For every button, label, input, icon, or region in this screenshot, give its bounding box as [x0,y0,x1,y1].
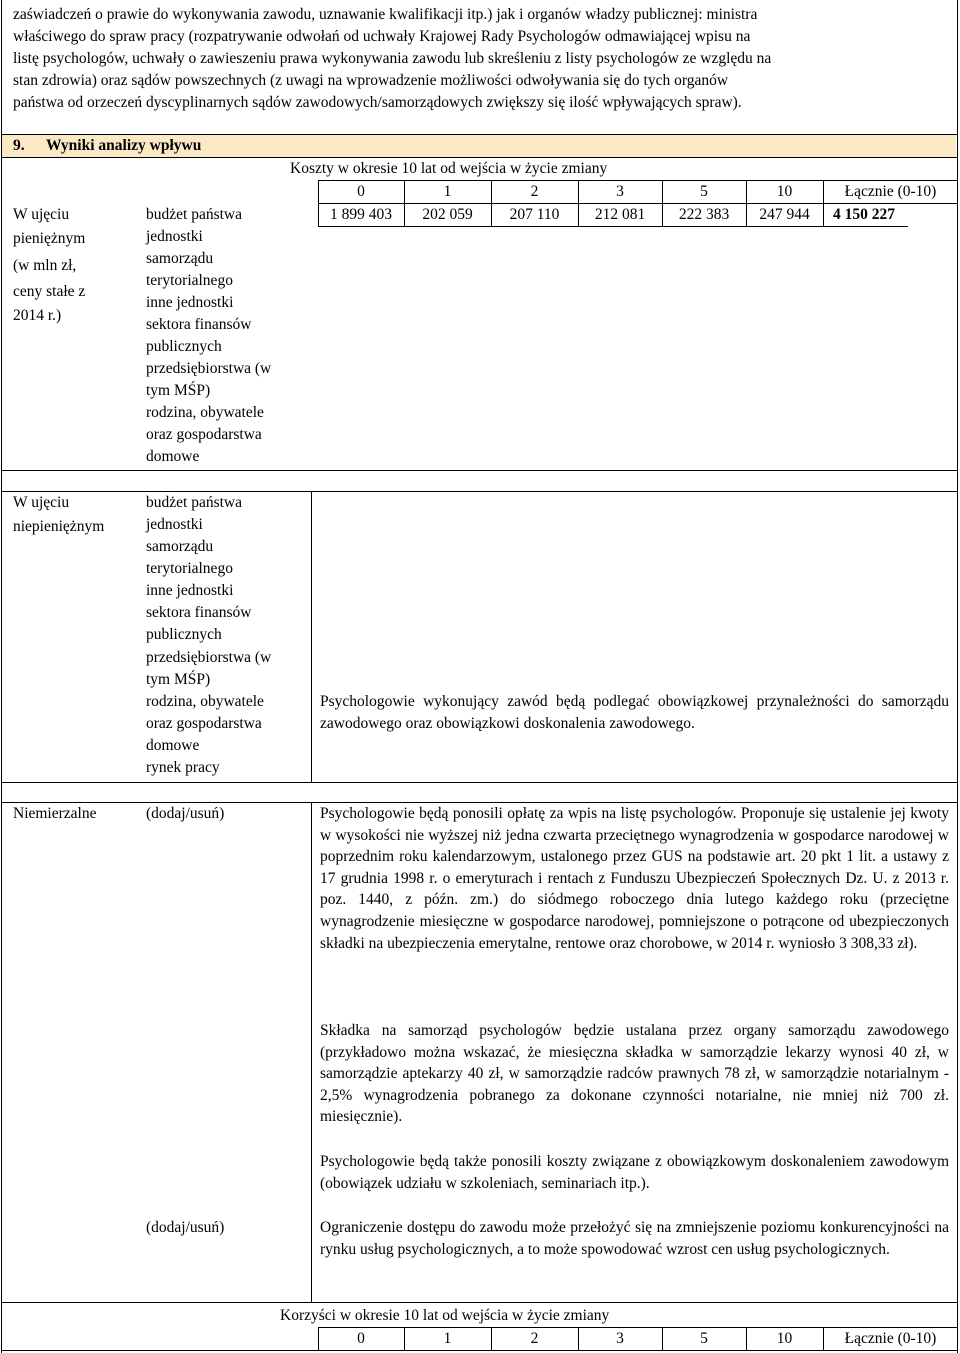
unmeasurable-item-1-paragraph: Składka na samorząd psychologów będzie ustalana przez organy samorządu zawodowego (przykładowo można wskazać, że miesięczna składka w samorządzie lekarzy wynosi 40 zł, w samorządzie aptekarzy 40 zł, w samorządzie radców prawnych 78 zł, w samorządzie notarialnym - 2,5% wynagrodzenia pobranego za dokonane czynności notarialne, nie mniej niż 700 zł. miesięcznie). [320,1022,949,1126]
year-1: 1 [443,183,452,200]
nm-row-labour-market: rynek pracy [146,759,220,776]
left-border [1,0,2,1353]
row-public-sector-label: publicznych [146,338,222,355]
year-0: 0 [357,183,365,200]
year-3: 3 [616,183,624,200]
nm-row-local-gov: jednostki [146,516,203,533]
unmeasurable-label: Niemierzalne [13,805,97,822]
nm-row-households: oraz gospodarstwa [146,715,262,732]
nm-row-households: domowe [146,737,200,754]
intro-line: stan zdrowia) oraz sądów powszechnych (z uwagi na wprowadzenie możliwości odwoływania się do tych organów [13,72,729,89]
budget-value-year-2: 207 110 [509,206,560,223]
benefit-year-0: 0 [357,1330,365,1347]
monetary-label-line: ceny stałe z [13,283,86,300]
benefit-year-3: 3 [616,1330,624,1347]
budget-value-year-3: 212 081 [594,206,646,223]
monetary-label-line: (w mln zł, [13,257,77,274]
year-2: 2 [530,183,539,200]
unmeasurable-divider [311,802,312,1302]
row-local-gov-label: jednostki [146,228,203,245]
row-enterprises-label: tym MŚP) [146,382,211,399]
budget-value-total: 4 150 227 [833,206,895,223]
year-10: 10 [776,183,793,200]
nm-row-households: rodzina, obywatele [146,693,264,710]
budget-row-rule [318,226,908,227]
budget-value-year-0: 1 899 403 [330,206,392,223]
intro-line: zaświadczeń o prawie do wykonywania zawodu, uznawanie kwalifikacji itp.) jak i organów władzy publicznej: ministra [13,6,758,23]
unmeasurable-item-1-paragraph: Psychologowie będą ponosili opłatę za wpis na listę psychologów. Proponuje się ustalenie jej kwoty w wysokości nie wyższej niż jedna czwarta przeciętnego wynagrodzenia w gospodarce narodowej w poprzednim roku kalendarzowym, ustalonego przez GUS na podstawie art. 20 pkt 1 lit. a ustawy z 17 grudnia 1998 r. o emeryturach i rentach z Funduszu Ubezpieczeń Społecznych Dz. U. z 2013 r. poz. 1440, z późn. zm.) do siódmego roboczego dnia lutego każdego roku (przeciętne wynagrodzenie miesięczne w gospodarce narodowej, pomniejszone o potrącone od ubezpieczonych składki na ubezpieczenia emerytalne, rentowe oraz chorobowe, w 2014 r. wyniosło 3 308,33 zł). [320,805,949,952]
row-households-label: oraz gospodarstwa [146,426,262,443]
section-number: 9. [13,137,25,154]
year-5: 5 [700,183,708,200]
nm-row-public-sector: publicznych [146,626,222,643]
costs-header: Koszty w okresie 10 lat od wejścia w życie zmiany [290,160,608,177]
benefits-top-rule [1,1302,958,1303]
unmeasurable-item-2-name: (dodaj/usuń) [146,1219,225,1236]
monetary-block-rule [1,470,958,471]
row-public-sector-label: sektora finansów [146,316,252,333]
nm-row-local-gov: terytorialnego [146,560,233,577]
nm-row-enterprises: przedsiębiorstwa (w [146,649,272,666]
row-public-sector-label: inne jednostki [146,294,234,311]
non-monetary-divider [311,491,312,782]
nm-row-enterprises: tym MŚP) [146,671,211,688]
row-households-label: rodzina, obywatele [146,404,264,421]
unmeasurable-item-1-paragraph: Psychologowie będą także ponosili koszty związane z obowiązkowym doskonaleniem zawodowym (obowiązek udziału w szkoleniach, seminariach itp.). [320,1153,949,1192]
benefits-header: Korzyści w okresie 10 lat od wejścia w życie zmiany [280,1307,610,1324]
year-total: Łącznie (0-10) [844,183,937,200]
intro-line: listę psychologów, uchwały o zawieszeniu prawa wykonywania zawodu lub skreśleniu z listy psychologów ze względu na [13,50,772,67]
row-enterprises-label: przedsiębiorstwa (w [146,360,272,377]
row-budget-label: budżet państwa [146,206,242,223]
benefit-year-10: 10 [776,1330,793,1347]
unmeasurable-item-2-paragraph: Ograniczenie dostępu do zawodu może przełożyć się na zmniejszenie poziomu konkurencyjności na rynku usług psychologicznych, a to może spowodować wzrost cen usług psychologicznych. [320,1219,949,1258]
nm-row-public-sector: inne jednostki [146,582,234,599]
budget-value-year-1: 202 059 [422,206,473,223]
row-households-label: domowe [146,448,200,465]
benefit-year-2: 2 [530,1330,539,1347]
budget-value-year-5: 222 383 [678,206,730,223]
nm-row-local-gov: samorządu [146,538,214,555]
benefits-years-rule [1,1350,958,1351]
non-monetary-label: W ujęciu [13,494,70,511]
monetary-label-line: 2014 r.) [13,307,62,324]
benefit-year-1: 1 [443,1330,452,1347]
benefit-year-total: Łącznie (0-10) [844,1330,937,1347]
monetary-label-line: pieniężnym [13,230,86,247]
non-monetary-top-rule [1,491,958,492]
nm-row-budget: budżet państwa [146,494,242,511]
monetary-label-line: W ujęciu [13,206,70,223]
row-local-gov-label: terytorialnego [146,272,233,289]
unmeasurable-item-1-name: (dodaj/usuń) [146,805,225,822]
non-monetary-bottom-rule [1,782,958,783]
row-local-gov-label: samorządu [146,250,214,267]
section-title: Wyniki analizy wpływu [46,137,202,154]
intro-line: właściwego do spraw pracy (rozpatrywanie odwołań od uchwały Krajowej Rady Psychologów odmawiającej wpisu na [13,28,751,45]
nm-row-public-sector: sektora finansów [146,604,252,621]
nm-households-description: Psychologowie wykonujący zawód będą podlegać obowiązkowej przynależności do samorządu zawodowego oraz obowiązkowi doskonalenia zawodowego. [320,693,949,732]
non-monetary-label: niepieniężnym [13,518,105,535]
intro-line: państwa od orzeczeń dyscyplinarnych sądów zawodowych/samorządowych zwiększy się ilość wpływających spraw). [13,94,742,111]
budget-value-year-10: 247 944 [759,206,810,223]
benefit-year-5: 5 [700,1330,708,1347]
